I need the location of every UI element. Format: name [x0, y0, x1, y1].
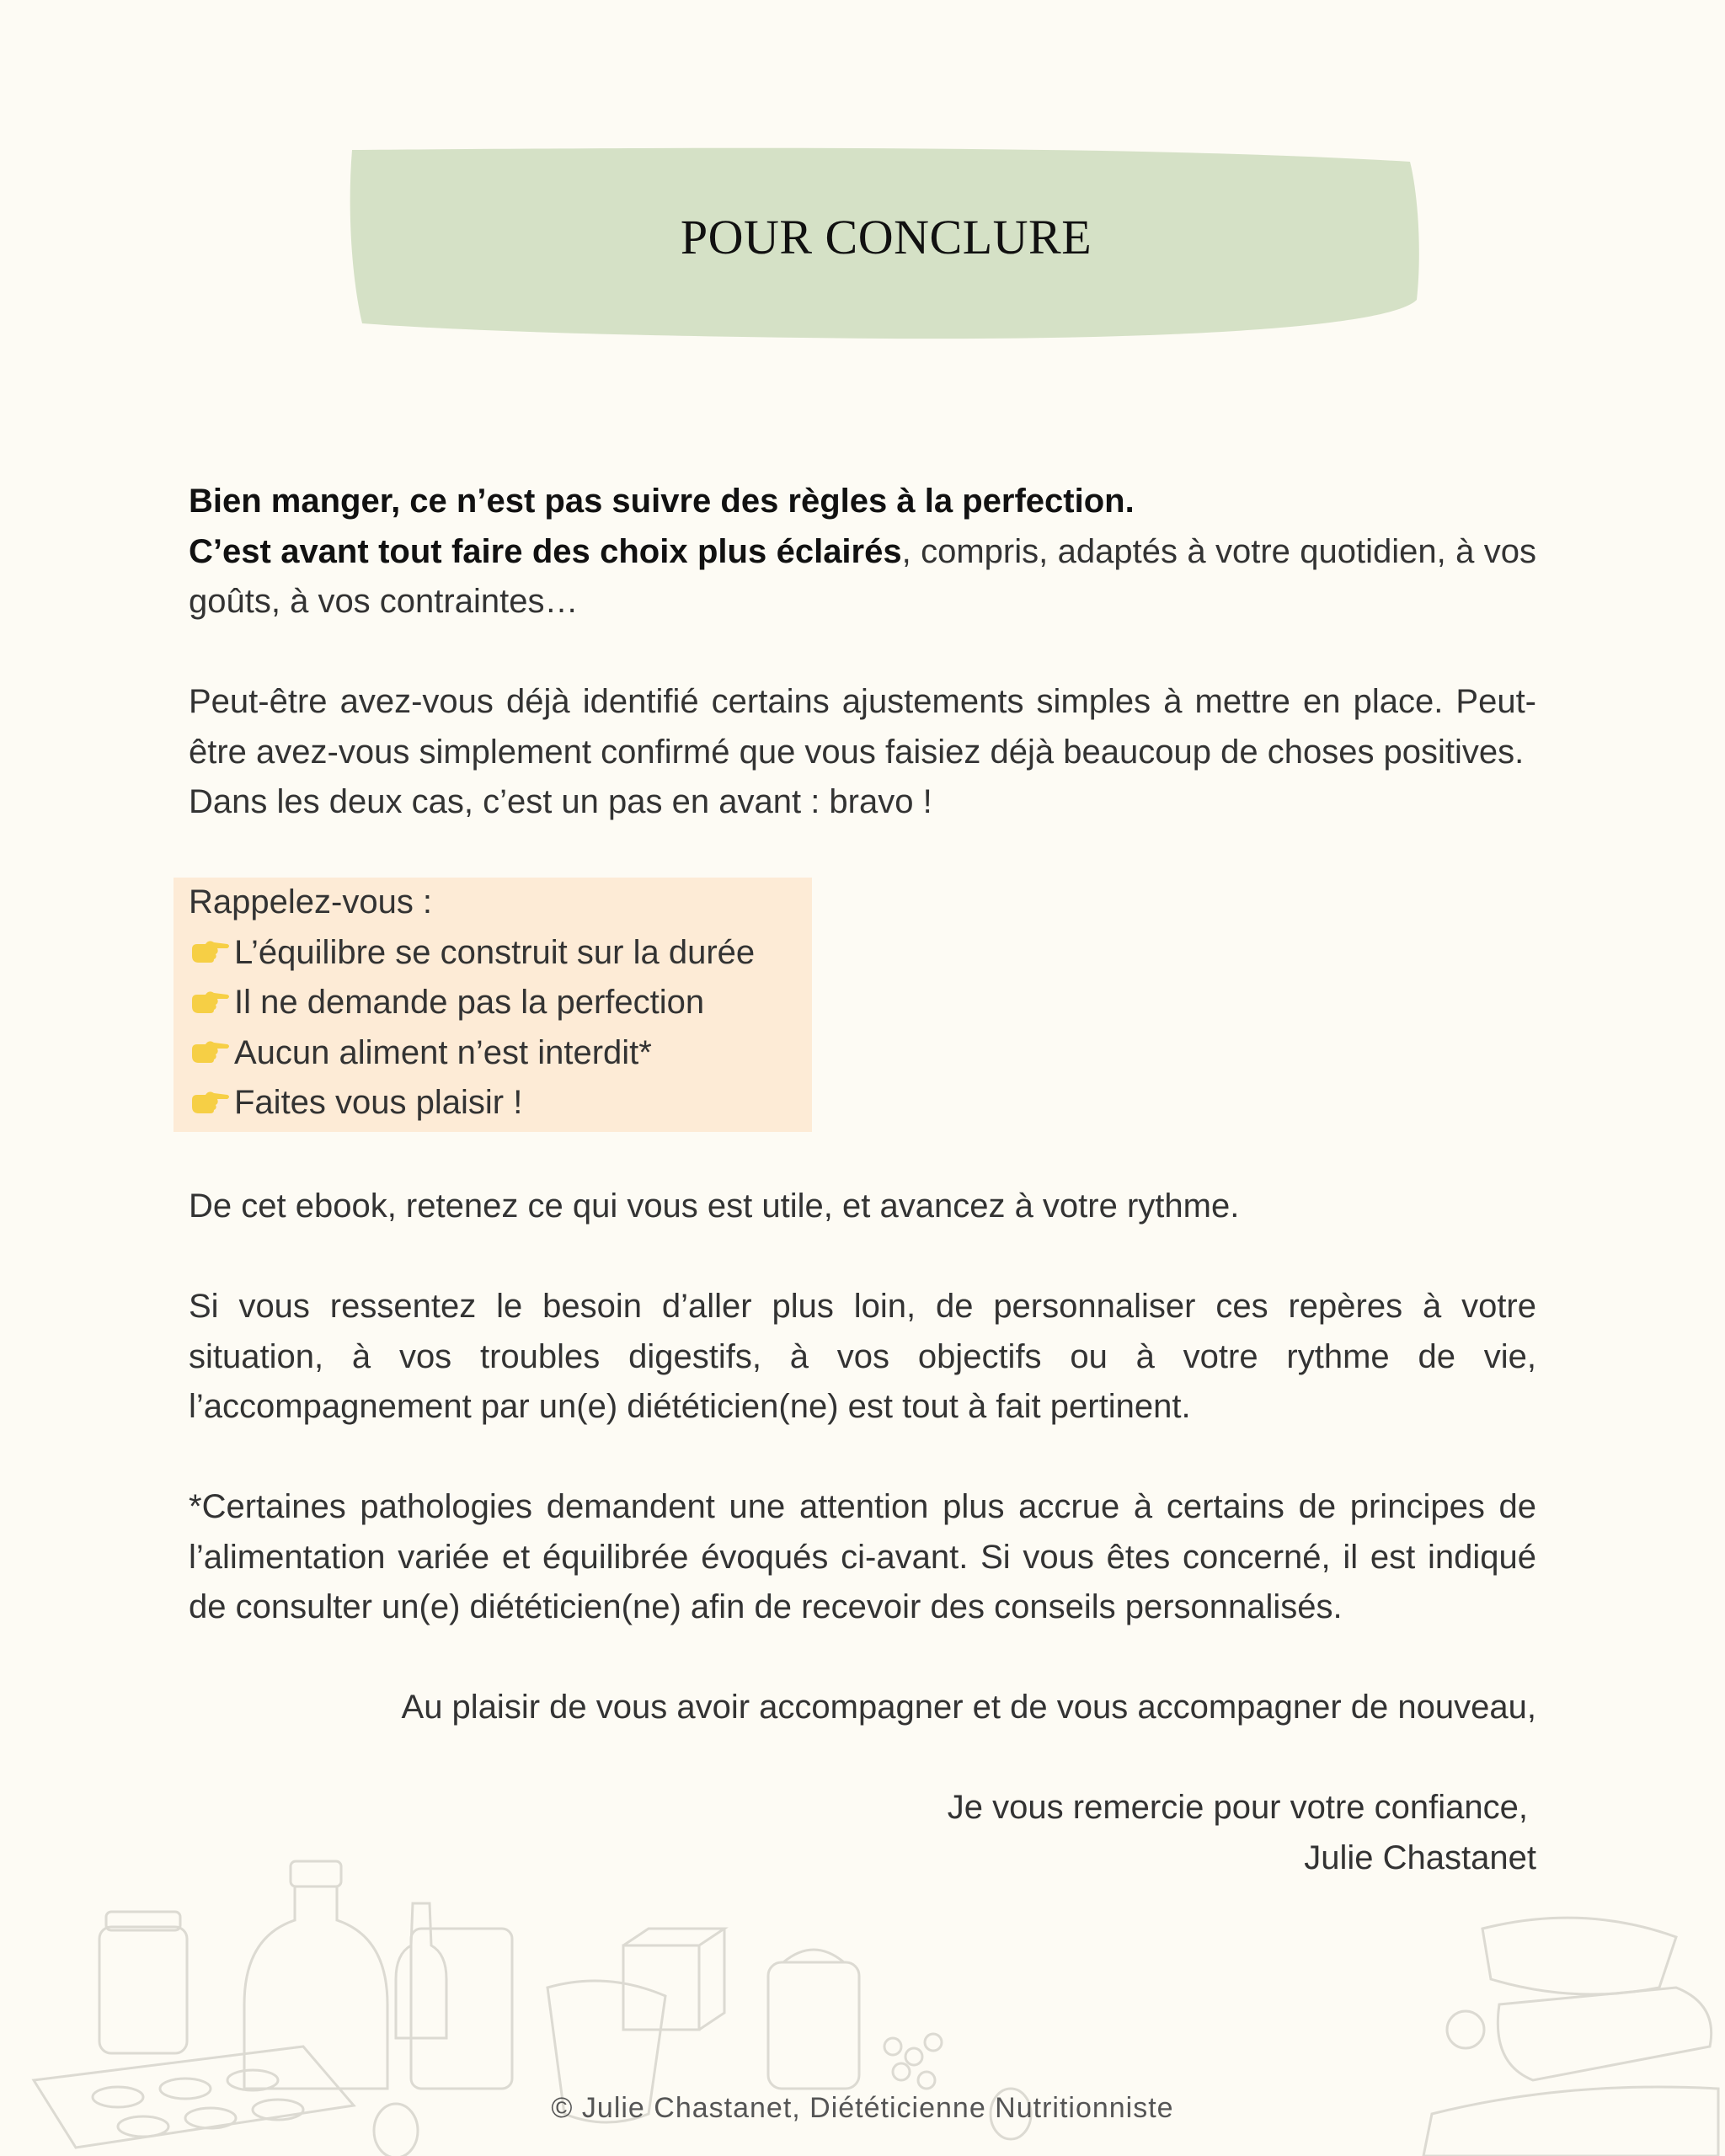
reminder-box — [174, 878, 812, 1132]
reminder-heading: Rappelez-vous : — [189, 883, 433, 921]
pointing-hand-icon — [189, 1036, 234, 1070]
jar-illustration — [99, 1927, 187, 2053]
signature: Julie Chastanet — [1304, 1838, 1536, 1876]
paragraph-ebook: De cet ebook, retenez ce qui vous est utile, et avancez à votre rythme. — [189, 1187, 1240, 1225]
reminder-item-1: L’équilibre se construit sur la durée — [234, 933, 756, 971]
intro-rest: , compris, adaptés à votre quotidien, à vos goûts, à vos contraintes… — [189, 532, 1536, 620]
paragraph-bravo: Dans les deux cas, c’est un pas en avant : bravo ! — [189, 783, 932, 820]
footnote: *Certaines pathologies demandent une attention plus accrue à certains de principes de l’alimentation variée et équilibrée évoqués ci-avant. Si vous êtes concerné, il est indiqué de consulter un(e) diététicien(ne) afin de recevoir des conseils personnalisés. — [189, 1488, 1536, 1625]
pointing-hand-icon — [189, 986, 234, 1020]
list-item — [189, 1028, 812, 1079]
closing-line: Au plaisir de vous avoir accompagner et de vous accompagner de nouveau, — [401, 1689, 1536, 1726]
reminder-item-3: Aucun aliment n’est interdit* — [234, 1033, 652, 1071]
list-item — [189, 1078, 812, 1129]
intro-line-2 — [189, 527, 1536, 627]
list-item — [189, 978, 812, 1028]
main-content — [189, 477, 1536, 1883]
small-bottle-illustration — [396, 1903, 446, 2038]
pointing-hand-icon — [189, 1086, 234, 1120]
intro-bold-phrase: C’est avant tout faire des choix plus éclairés — [189, 532, 902, 570]
bowl-illustration — [1482, 1918, 1676, 1994]
jar-2-illustration — [768, 1962, 859, 2089]
box-illustration — [623, 1929, 724, 2030]
reminder-item-2: Il ne demande pas la perfection — [234, 984, 705, 1021]
title-banner — [347, 145, 1425, 344]
thanks-line: Je vous remercie pour votre confiance, — [947, 1789, 1528, 1826]
paragraph-adjustments: Peut-être avez-vous déjà identifié certains ajustements simples à mettre en place. Peut-être avez-vous simplement confirmé que vous faisiez déjà beaucoup de choses positives. — [189, 683, 1536, 771]
page-title: POUR CONCLURE — [680, 209, 1092, 264]
intro-line-1: Bien manger, ce n’est pas suivre des règles à la perfection. — [189, 483, 1135, 520]
list-item — [189, 928, 812, 979]
pointing-hand-icon — [189, 936, 234, 969]
bottle-illustration — [244, 1886, 387, 2089]
paragraph-dietitian: Si vous ressentez le besoin d’aller plus loin, de personnaliser ces repères à votre situation, à vos troubles digestifs, à vos objectifs ou à votre rythme de vie, l’accompagnement par un(e) diététicien(ne) est tout à fait pertinent. — [189, 1288, 1536, 1425]
reminder-item-4: Faites vous plaisir ! — [234, 1084, 523, 1121]
footer-copyright: © Julie Chastanet, Diététicienne Nutritionniste — [551, 2092, 1174, 2124]
bread-illustration — [1498, 1988, 1711, 2080]
canister-illustration — [411, 1929, 512, 2089]
